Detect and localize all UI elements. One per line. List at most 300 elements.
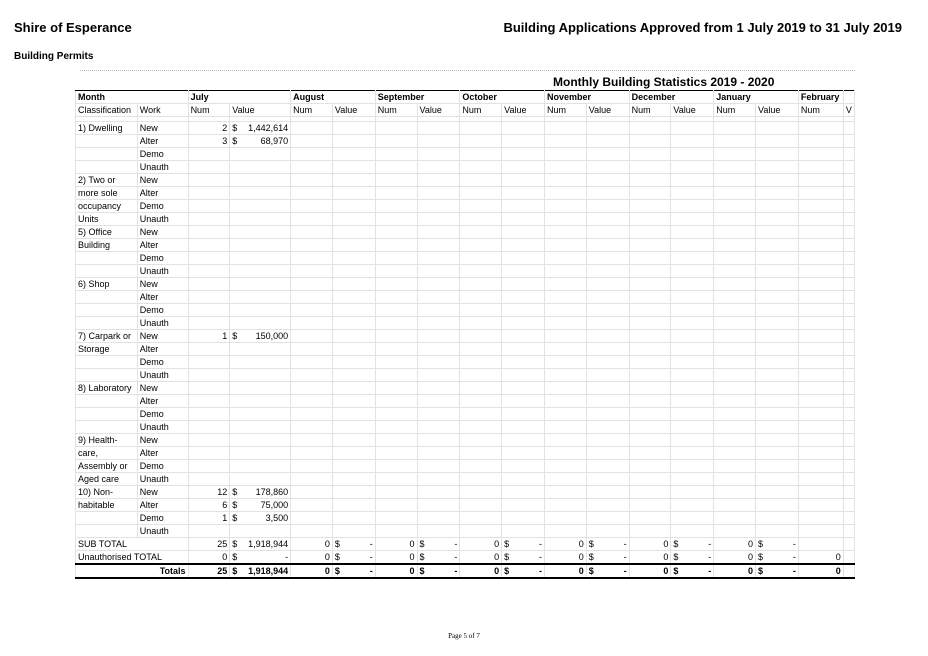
cell <box>629 174 671 187</box>
cell <box>291 187 333 200</box>
data-row <box>76 291 855 304</box>
sheet-title-row <box>75 74 855 89</box>
cell <box>332 395 375 408</box>
cell <box>714 460 756 473</box>
cell <box>714 122 756 135</box>
month-total-value <box>671 564 714 578</box>
month-total-value <box>756 564 799 578</box>
july-total-num: 0 <box>188 551 230 565</box>
cell <box>843 551 854 565</box>
cell <box>671 343 714 356</box>
cell <box>375 473 417 486</box>
cell <box>502 421 545 434</box>
cell <box>545 382 587 395</box>
cell <box>798 187 843 200</box>
cell <box>188 187 230 200</box>
data-row <box>76 278 855 291</box>
month-total-num: 0 <box>375 538 417 551</box>
cell <box>545 174 587 187</box>
cell <box>502 512 545 525</box>
cell <box>460 434 502 447</box>
cell <box>545 213 587 226</box>
subtotal-label-row <box>76 538 855 551</box>
cell <box>417 330 460 343</box>
month-total-value <box>586 551 629 565</box>
july-total-value <box>230 564 291 578</box>
currency-symbol: $ <box>588 552 594 562</box>
cell <box>188 473 230 486</box>
cell <box>798 434 843 447</box>
classification-label: Storage <box>76 343 138 356</box>
cell <box>460 174 502 187</box>
cell <box>756 369 799 382</box>
value-header: Value <box>586 104 629 117</box>
cell <box>714 473 756 486</box>
cell <box>586 304 629 317</box>
cell <box>671 135 714 148</box>
classification-label <box>76 395 138 408</box>
cell <box>188 356 230 369</box>
cell <box>629 278 671 291</box>
cell <box>188 343 230 356</box>
cell <box>756 421 799 434</box>
cell <box>460 148 502 161</box>
cell <box>230 369 291 382</box>
cell <box>502 382 545 395</box>
cell <box>375 226 417 239</box>
cell <box>756 330 799 343</box>
cell <box>332 174 375 187</box>
cell <box>629 395 671 408</box>
classification-label: 8) Laboratory <box>76 382 138 395</box>
work-type: New <box>137 382 188 395</box>
classification-label <box>76 408 138 421</box>
cell <box>502 317 545 330</box>
classification-label <box>76 421 138 434</box>
cell <box>375 161 417 174</box>
cell <box>502 122 545 135</box>
cell <box>460 213 502 226</box>
cell <box>586 382 629 395</box>
data-row <box>76 317 855 330</box>
cell <box>714 421 756 434</box>
work-type: Unauth <box>137 369 188 382</box>
cell <box>291 395 333 408</box>
cell <box>375 174 417 187</box>
cell <box>756 135 799 148</box>
cell <box>798 525 843 538</box>
cell <box>756 148 799 161</box>
data-row <box>76 187 855 200</box>
month-september: September <box>375 91 460 104</box>
cell <box>714 304 756 317</box>
july-value <box>230 486 291 499</box>
currency-symbol: $ <box>232 487 238 497</box>
month-total-value <box>502 538 545 551</box>
cell <box>332 499 375 512</box>
cell <box>417 447 460 460</box>
cell <box>545 278 587 291</box>
cell <box>586 252 629 265</box>
month-october: October <box>460 91 545 104</box>
july-num: 1 <box>188 512 230 525</box>
month-november: November <box>545 91 630 104</box>
cell <box>291 486 333 499</box>
cell <box>502 369 545 382</box>
work-type: Alter <box>137 395 188 408</box>
cell <box>671 499 714 512</box>
cell <box>843 200 854 213</box>
cell <box>843 135 854 148</box>
cell <box>843 343 854 356</box>
classification-label <box>76 356 138 369</box>
cell <box>332 460 375 473</box>
num-header: Num <box>291 104 333 117</box>
value-amount: - <box>792 566 796 576</box>
cell <box>843 512 854 525</box>
cell <box>460 525 502 538</box>
currency-symbol: $ <box>232 513 238 523</box>
cell <box>460 421 502 434</box>
cell <box>332 161 375 174</box>
cell <box>629 252 671 265</box>
cell <box>586 291 629 304</box>
cell <box>332 486 375 499</box>
data-row <box>76 343 855 356</box>
cell <box>586 278 629 291</box>
cell <box>798 278 843 291</box>
cell <box>843 499 854 512</box>
july-value <box>230 330 291 343</box>
cell <box>756 447 799 460</box>
cell <box>291 473 333 486</box>
cell <box>460 239 502 252</box>
cell <box>545 265 587 278</box>
cell <box>714 369 756 382</box>
cell <box>586 421 629 434</box>
cell <box>230 200 291 213</box>
cell <box>460 200 502 213</box>
cell <box>586 525 629 538</box>
cell <box>188 317 230 330</box>
work-type: Alter <box>137 187 188 200</box>
month-total-num: 0 <box>291 564 333 578</box>
cell <box>502 434 545 447</box>
month-total-num: 0 <box>545 538 587 551</box>
cell <box>545 187 587 200</box>
classification-label <box>76 525 138 538</box>
value-amount: 178,860 <box>255 487 289 497</box>
cell <box>629 512 671 525</box>
cell <box>671 447 714 460</box>
work-type: Demo <box>137 356 188 369</box>
cell <box>375 317 417 330</box>
cell <box>629 369 671 382</box>
cell <box>545 369 587 382</box>
cell <box>188 421 230 434</box>
classification-label <box>76 304 138 317</box>
cell <box>332 239 375 252</box>
value-header: Value <box>417 104 460 117</box>
cell <box>460 499 502 512</box>
cell <box>798 252 843 265</box>
cell <box>291 148 333 161</box>
cell <box>714 356 756 369</box>
cell <box>230 525 291 538</box>
work-type: New <box>137 122 188 135</box>
cell <box>188 161 230 174</box>
cell <box>586 200 629 213</box>
cell <box>629 486 671 499</box>
num-header: Num <box>460 104 502 117</box>
cell <box>756 291 799 304</box>
data-row <box>76 460 855 473</box>
cell <box>671 330 714 343</box>
cell <box>586 148 629 161</box>
classification-label: Assembly or <box>76 460 138 473</box>
cell <box>230 174 291 187</box>
cell <box>291 421 333 434</box>
cell <box>188 434 230 447</box>
cell <box>417 499 460 512</box>
work-type: Unauth <box>137 265 188 278</box>
work-type: New <box>137 486 188 499</box>
cell <box>417 161 460 174</box>
month-total-num: 0 <box>629 551 671 565</box>
cell <box>230 291 291 304</box>
cell <box>188 408 230 421</box>
work-type: New <box>137 226 188 239</box>
cell <box>798 356 843 369</box>
cell <box>671 317 714 330</box>
cell <box>417 356 460 369</box>
cell <box>586 213 629 226</box>
cell <box>586 369 629 382</box>
classification-label: 10) Non- <box>76 486 138 499</box>
currency-symbol: $ <box>588 539 594 549</box>
cell <box>502 330 545 343</box>
cell <box>291 135 333 148</box>
cell <box>375 512 417 525</box>
month-total-value <box>417 551 460 565</box>
currency-symbol: $ <box>232 136 238 146</box>
classification-label: care, <box>76 447 138 460</box>
work-type: New <box>137 434 188 447</box>
classification-label <box>76 252 138 265</box>
num-header: Num <box>629 104 671 117</box>
cell <box>502 148 545 161</box>
cell <box>843 382 854 395</box>
cell <box>843 408 854 421</box>
work-type: Demo <box>137 460 188 473</box>
cell <box>332 317 375 330</box>
month-january: January <box>714 91 799 104</box>
cell <box>291 382 333 395</box>
cell <box>671 395 714 408</box>
classification-label <box>76 265 138 278</box>
cell <box>671 525 714 538</box>
cell <box>714 239 756 252</box>
cell <box>586 265 629 278</box>
value-header: Value <box>332 104 375 117</box>
cell <box>291 460 333 473</box>
value-amount: - <box>792 539 796 549</box>
cell <box>671 291 714 304</box>
cell <box>756 265 799 278</box>
cell <box>629 187 671 200</box>
data-row <box>76 382 855 395</box>
cell <box>417 122 460 135</box>
cell <box>843 91 854 104</box>
cell <box>332 148 375 161</box>
cell <box>545 252 587 265</box>
value-header: Value <box>756 104 799 117</box>
data-row <box>76 239 855 252</box>
month-total-value <box>586 564 629 578</box>
classification-label: habitable <box>76 499 138 512</box>
data-row <box>76 395 855 408</box>
cell <box>756 499 799 512</box>
cell <box>629 161 671 174</box>
currency-symbol: $ <box>232 566 238 576</box>
cell <box>188 525 230 538</box>
work-type: Demo <box>137 148 188 161</box>
value-amount: 1,442,614 <box>248 123 289 133</box>
cell <box>332 512 375 525</box>
classification-label: Aged care <box>76 473 138 486</box>
data-row <box>76 499 855 512</box>
cell <box>332 213 375 226</box>
month-total-num: 0 <box>460 564 502 578</box>
cell <box>502 304 545 317</box>
data-row <box>76 200 855 213</box>
month-total-num: 0 <box>629 538 671 551</box>
cell <box>502 473 545 486</box>
cell <box>756 239 799 252</box>
cell <box>375 499 417 512</box>
cell <box>756 226 799 239</box>
cell <box>843 330 854 343</box>
july-total-num: 25 <box>188 564 230 578</box>
cell <box>629 382 671 395</box>
cell <box>545 434 587 447</box>
cell <box>417 226 460 239</box>
cell <box>460 369 502 382</box>
month-total-value <box>332 538 375 551</box>
currency-symbol: $ <box>758 539 764 549</box>
cell <box>629 434 671 447</box>
classification-label <box>76 148 138 161</box>
cell <box>460 460 502 473</box>
cell <box>586 447 629 460</box>
cell <box>756 304 799 317</box>
cell <box>545 460 587 473</box>
cell <box>417 213 460 226</box>
cell <box>545 473 587 486</box>
cell <box>798 382 843 395</box>
data-row <box>76 226 855 239</box>
cell <box>460 408 502 421</box>
currency-symbol: $ <box>232 331 238 341</box>
value-header: Value <box>502 104 545 117</box>
month-header-row <box>76 91 855 104</box>
num-header: Num <box>714 104 756 117</box>
cell <box>502 239 545 252</box>
cell <box>843 122 854 135</box>
data-row <box>76 525 855 538</box>
cell <box>586 486 629 499</box>
cell <box>671 213 714 226</box>
cell <box>417 343 460 356</box>
cell <box>629 304 671 317</box>
cell <box>629 239 671 252</box>
cell <box>332 122 375 135</box>
cell <box>460 382 502 395</box>
month-total-value <box>332 564 375 578</box>
cell <box>375 447 417 460</box>
cell <box>230 239 291 252</box>
cell <box>545 408 587 421</box>
cell <box>629 122 671 135</box>
month-total-num: 0 <box>291 538 333 551</box>
data-row <box>76 486 855 499</box>
cell <box>756 486 799 499</box>
classification-label <box>76 317 138 330</box>
cell <box>671 512 714 525</box>
cell <box>460 473 502 486</box>
cell <box>756 356 799 369</box>
section-title: Building Permits <box>14 51 94 62</box>
value-header: Value <box>230 104 291 117</box>
cell <box>714 252 756 265</box>
cell <box>714 265 756 278</box>
cell <box>188 382 230 395</box>
cell <box>188 278 230 291</box>
cell <box>843 525 854 538</box>
cell <box>291 213 333 226</box>
cell <box>375 304 417 317</box>
cell <box>629 421 671 434</box>
july-value <box>230 122 291 135</box>
cell <box>375 460 417 473</box>
cell <box>502 356 545 369</box>
work-type: Unauth <box>137 161 188 174</box>
cell <box>460 226 502 239</box>
cell <box>375 408 417 421</box>
value-amount: - <box>369 552 373 562</box>
cell <box>843 291 854 304</box>
cell <box>332 421 375 434</box>
july-value <box>230 135 291 148</box>
july-num: 2 <box>188 122 230 135</box>
february-total-num: 0 <box>798 564 843 578</box>
cell <box>417 278 460 291</box>
cell <box>460 278 502 291</box>
cell <box>671 200 714 213</box>
cell <box>332 135 375 148</box>
work-type: Demo <box>137 512 188 525</box>
cell <box>291 330 333 343</box>
cell <box>843 278 854 291</box>
cell <box>629 408 671 421</box>
unauthorised-total-label: Unauthorised TOTAL <box>76 551 189 565</box>
cell <box>188 369 230 382</box>
cell <box>230 317 291 330</box>
july-num: 1 <box>188 330 230 343</box>
currency-symbol: $ <box>232 539 238 549</box>
cell <box>629 525 671 538</box>
cell <box>545 525 587 538</box>
